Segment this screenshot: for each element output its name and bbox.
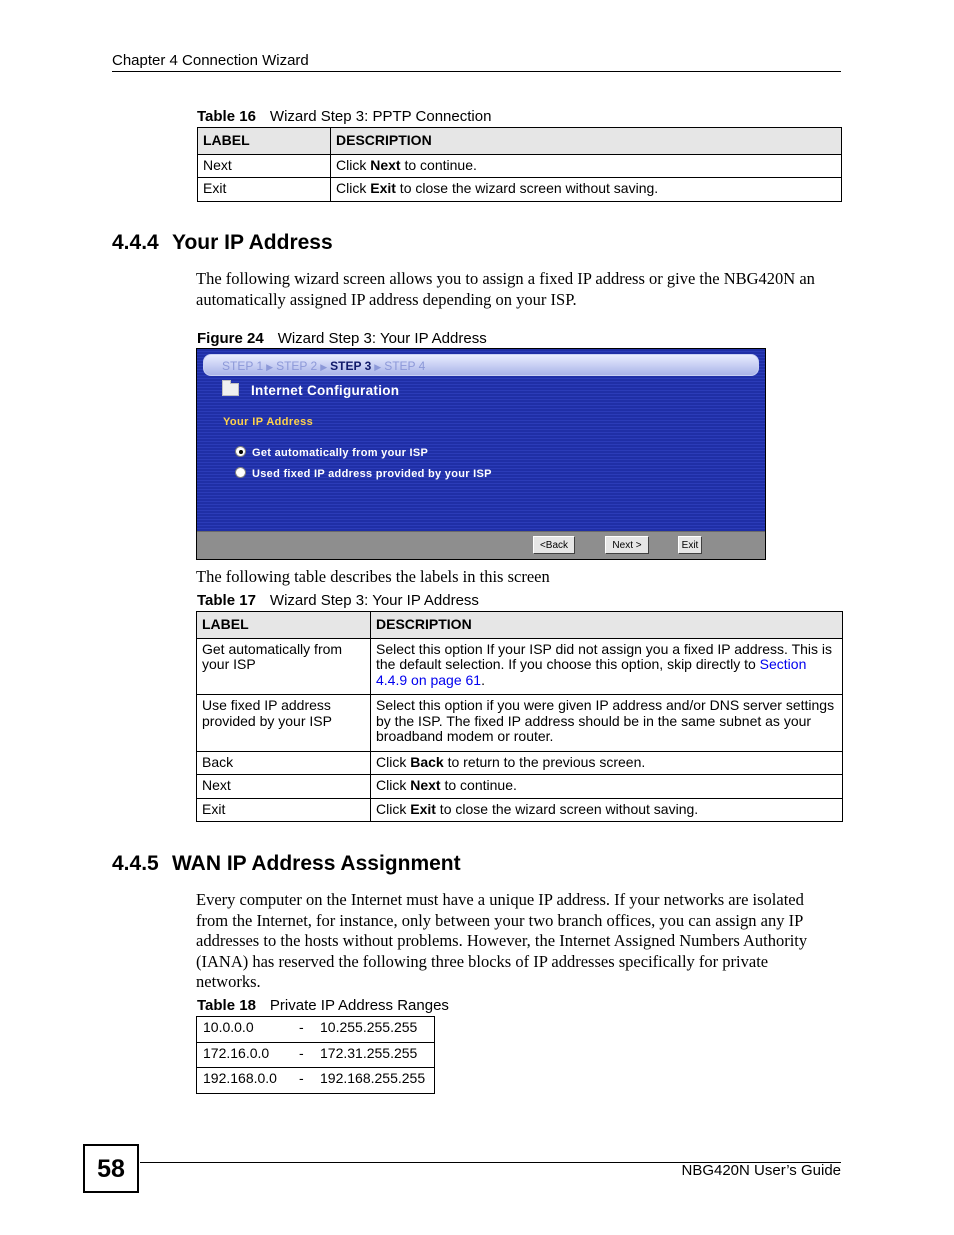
section444-paragraph: The following wizard screen allows you to assign a fixed IP address or give the NBG420N an automatically assigned IP address depending on your ISP. — [196, 269, 815, 309]
table-row — [197, 775, 843, 799]
table-row — [197, 1068, 435, 1094]
radio-unselected-icon[interactable] — [235, 467, 246, 478]
table-row — [197, 695, 843, 752]
table-intro-text: The following table describes the labels in this screen — [196, 567, 550, 586]
table-row — [197, 751, 843, 775]
radio-fixed-ip[interactable]: Used fixed IP address provided by your ISP — [235, 467, 492, 480]
ip-range-separator: - — [293, 1042, 314, 1068]
radio-get-automatically[interactable]: Get automatically from your ISP — [235, 446, 428, 459]
table-row — [198, 178, 842, 202]
table17-header-description: DESCRIPTION — [371, 612, 843, 639]
ip-range-separator: - — [293, 1017, 314, 1043]
table16-row-label: Next — [198, 154, 331, 178]
table18-caption: Table 18 Private IP Address Ranges — [197, 997, 449, 1014]
radio-selected-icon[interactable] — [235, 446, 246, 457]
table17-caption: Table 17 Wizard Step 3: Your IP Address — [197, 592, 479, 609]
table16-row-description: Click Exit to close the wizard screen without saving. — [331, 178, 842, 202]
running-header: Chapter 4 Connection Wizard — [112, 52, 309, 69]
ip-range-start: 10.0.0.0 — [197, 1017, 294, 1043]
table17-row-description: Select this option If your ISP did not assign you a fixed IP address. This is the default selection. If you choose this option, skip directly to Section 4.4.9 on page 61. — [371, 638, 843, 695]
ip-range-start: 192.168.0.0 — [197, 1068, 294, 1094]
step-arrow-icon: ▶ — [320, 362, 328, 372]
table16-caption: Table 16 Wizard Step 3: PPTP Connection — [197, 108, 492, 125]
folder-icon — [222, 383, 239, 396]
wizard-panel — [197, 349, 765, 531]
table17-row-label: Use fixed IP address provided by your ISP — [197, 695, 371, 752]
table17-row-label: Back — [197, 751, 371, 775]
figure24-caption: Figure 24 Wizard Step 3: Your IP Address — [197, 330, 487, 347]
table17-row-description: Select this option if you were given IP address and/or DNS server settings by the ISP. The fixed IP address should be in the same subnet as your broadband modem or router. — [371, 695, 843, 752]
ip-range-start: 172.16.0.0 — [197, 1042, 294, 1068]
table18 — [196, 1016, 435, 1094]
section-link[interactable]: Section 4.4.9 on page 61 — [376, 656, 807, 688]
ip-range-end: 10.255.255.255 — [314, 1017, 435, 1043]
table-row — [197, 1042, 435, 1068]
section-heading-your-ip-address: 4.4.4 Your IP Address — [112, 231, 333, 254]
table16-header-description: DESCRIPTION — [331, 128, 842, 155]
table-row — [197, 798, 843, 822]
wizard-title: Internet Configuration — [222, 383, 399, 398]
table17-row-label: Get automatically from your ISP — [197, 638, 371, 695]
table16-header-label: LABEL — [198, 128, 331, 155]
guide-title: NBG420N User’s Guide — [681, 1162, 841, 1179]
step-arrow-icon: ▶ — [374, 362, 382, 372]
table-row — [197, 1017, 435, 1043]
page-number: 58 — [83, 1144, 139, 1193]
ip-range-end: 172.31.255.255 — [314, 1042, 435, 1068]
ip-range-separator: - — [293, 1068, 314, 1094]
wizard-button-bar — [197, 531, 765, 560]
step-arrow-icon: ▶ — [266, 362, 274, 372]
step-1: STEP 1 — [222, 359, 264, 373]
table17-row-description: Click Back to return to the previous screen. — [371, 751, 843, 775]
header-rule — [112, 71, 841, 72]
section445-paragraph: Every computer on the Internet must have a unique IP address. If your networks are isolated from the Internet, for instance, only between your two branch offices, you can assign any IP addresses to the hosts without problems. However, the Internet Assigned Numbers Authority (IANA) has reserved the following three blocks of IP addresses specifically for private networks. — [196, 890, 808, 991]
step-4: STEP 4 — [384, 359, 426, 373]
step-3-current: STEP 3 — [330, 359, 372, 373]
wizard-subtitle: Your IP Address — [223, 416, 314, 428]
wizard-screenshot — [196, 348, 766, 560]
table17-header-label: LABEL — [197, 612, 371, 639]
table17-row-label: Next — [197, 775, 371, 799]
table16-row-label: Exit — [198, 178, 331, 202]
table-row — [197, 638, 843, 695]
exit-button[interactable]: Exit — [678, 536, 702, 554]
section-heading-wan-ip-address-assignment: 4.4.5 WAN IP Address Assignment — [112, 852, 461, 875]
step-2: STEP 2 — [276, 359, 318, 373]
table16-row-description: Click Next to continue. — [331, 154, 842, 178]
table17 — [196, 611, 843, 822]
back-button[interactable]: <Back — [533, 536, 575, 554]
table17-row-description: Click Exit to close the wizard screen without saving. — [371, 798, 843, 822]
ip-range-end: 192.168.255.255 — [314, 1068, 435, 1094]
table17-row-description: Click Next to continue. — [371, 775, 843, 799]
next-button[interactable]: Next > — [605, 536, 649, 554]
table16 — [197, 127, 842, 202]
table17-row-label: Exit — [197, 798, 371, 822]
table-row — [198, 154, 842, 178]
step-bar — [203, 354, 759, 376]
